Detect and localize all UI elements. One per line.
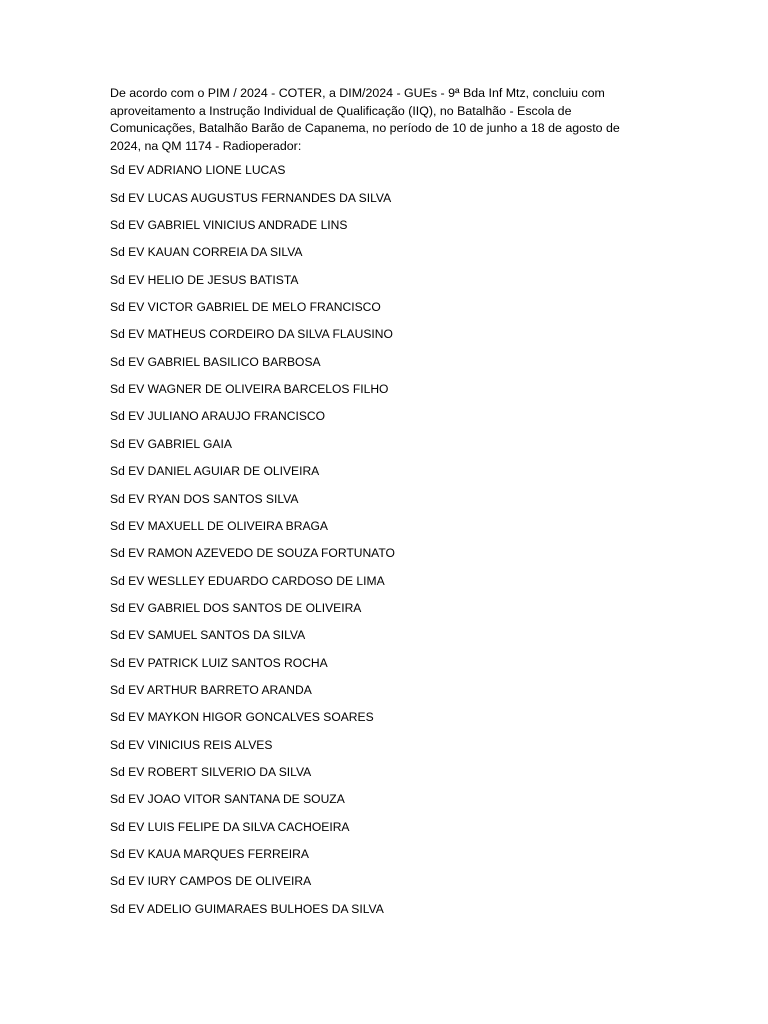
name-item: Sd EV LUCAS AUGUSTUS FERNANDES DA SILVA [110, 190, 392, 205]
name-item: Sd EV DANIEL AGUIAR DE OLIVEIRA [110, 464, 320, 479]
name-item: Sd EV MAXUELL DE OLIVEIRA BRAGA [110, 518, 328, 533]
name-item: Sd EV VINICIUS REIS ALVES [110, 737, 273, 752]
name-item: Sd EV LUIS FELIPE DA SILVA CACHOEIRA [110, 819, 350, 834]
name-item: Sd EV IURY CAMPOS DE OLIVEIRA [110, 874, 312, 889]
name-item: Sd EV JOAO VITOR SANTANA DE SOUZA [110, 792, 345, 807]
name-item: Sd EV ROBERT SILVERIO DA SILVA [110, 764, 312, 779]
name-item: Sd EV SAMUEL SANTOS DA SILVA [110, 628, 306, 643]
name-item: Sd EV JULIANO ARAUJO FRANCISCO [110, 409, 326, 424]
name-item: Sd EV GABRIEL BASILICO BARBOSA [110, 354, 321, 369]
name-item: Sd EV GABRIEL DOS SANTOS DE OLIVEIRA [110, 600, 362, 615]
intro-paragraph: De acordo com o PIM / 2024 - COTER, a DIM/2024 - GUEs - 9ª Bda Inf Mtz, concluiu com aproveitamento a Instrução Individual de Qualificação (IIQ), no Batalhão - Escola de Comunicações, Batalhão Barão de Capanema, no período de 10 de junho a 18 de agosto de 2024, na QM 1174 - Radioperador: [110, 86, 620, 153]
name-item: Sd EV MATHEUS CORDEIRO DA SILVA FLAUSINO [110, 327, 393, 342]
name-item: Sd EV PATRICK LUIZ SANTOS ROCHA [110, 655, 328, 670]
name-item: Sd EV WAGNER DE OLIVEIRA BARCELOS FILHO [110, 382, 389, 397]
name-item: Sd EV WESLLEY EDUARDO CARDOSO DE LIMA [110, 573, 385, 588]
name-item: Sd EV GABRIEL GAIA [110, 436, 232, 451]
name-item: Sd EV ARTHUR BARRETO ARANDA [110, 682, 312, 697]
names-list [110, 162, 650, 928]
name-item: Sd EV VICTOR GABRIEL DE MELO FRANCISCO [110, 300, 381, 315]
document-body [110, 85, 650, 928]
name-item: Sd EV MAYKON HIGOR GONCALVES SOARES [110, 710, 374, 725]
name-item: Sd EV ADELIO GUIMARAES BULHOES DA SILVA [110, 901, 384, 916]
name-item: Sd EV RAMON AZEVEDO DE SOUZA FORTUNATO [110, 546, 395, 561]
name-item: Sd EV RYAN DOS SANTOS SILVA [110, 491, 299, 506]
name-item: Sd EV GABRIEL VINICIUS ANDRADE LINS [110, 218, 348, 233]
name-item: Sd EV HELIO DE JESUS BATISTA [110, 272, 299, 287]
name-item: Sd EV ADRIANO LIONE LUCAS [110, 163, 286, 178]
name-item: Sd EV KAUAN CORREIA DA SILVA [110, 245, 303, 260]
name-item: Sd EV KAUA MARQUES FERREIRA [110, 846, 309, 861]
